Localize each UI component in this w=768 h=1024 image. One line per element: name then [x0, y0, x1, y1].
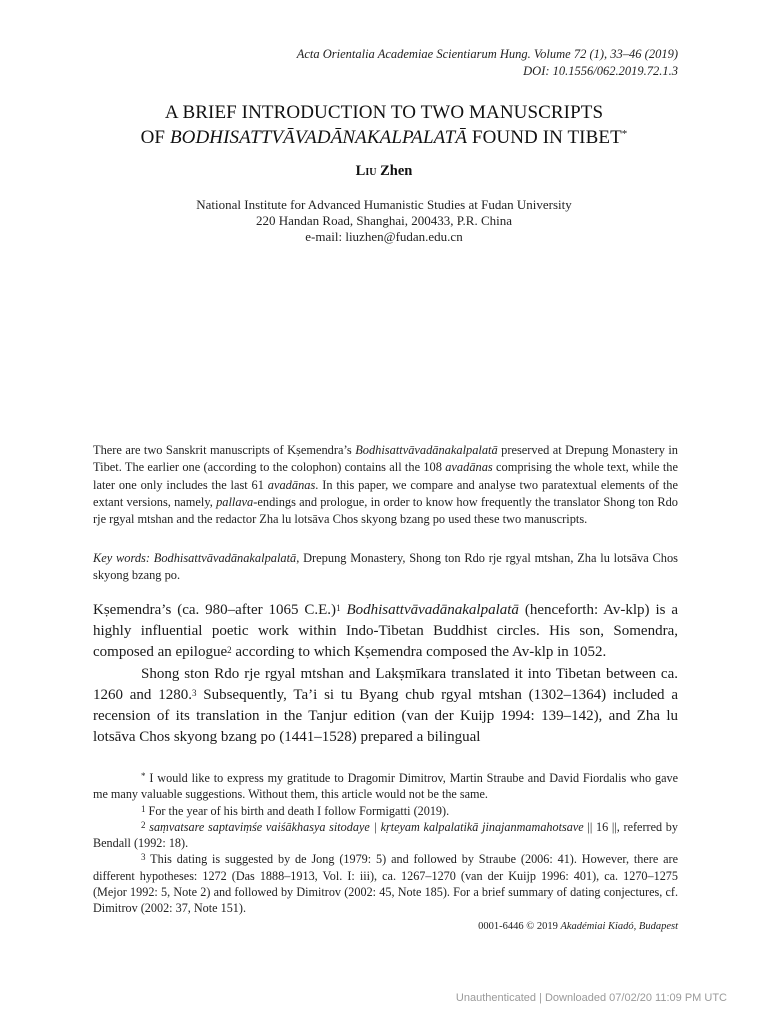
body-italic: Bodhisattvāvadānakalpalatā: [340, 602, 519, 618]
body-run: (henceforth: Av-klp) is a highly influential poetic work within Indo-Tibetan Buddhist circles. His son, Somendra, composed an epilogue: [93, 602, 678, 661]
abstract-italic: avadānas: [267, 477, 316, 492]
abstract-text: . In this paper, we compare and analyse two paratextual elements of the extant versions, namely,: [93, 477, 678, 509]
article-title: [60, 100, 708, 150]
abstract-italic: pallava: [216, 494, 254, 509]
author-given-name: Zhen: [380, 163, 413, 179]
title-line-1: A BRIEF INTRODUCTION TO TWO MANUSCRIPTS: [164, 102, 604, 123]
footnote-italic: saṃvatsare saptaviṃśe vaiśākhasya sitodaye | kṛteyam kalpalatikā jinajanmamahotsave: [145, 819, 584, 834]
paragraph: [93, 600, 678, 664]
journal-header: [118, 46, 678, 80]
title-prefix: OF: [140, 127, 170, 148]
footnote-mark: *: [141, 771, 146, 781]
affiliation: [60, 197, 708, 245]
title-work-name: BODHISATTVĀVADĀNAKALPALATĀ: [169, 127, 468, 148]
doi-line: DOI: 10.1556/062.2019.72.1.3: [523, 64, 678, 78]
affiliation-email[interactable]: e-mail: liuzhen@fudan.edu.cn: [305, 229, 463, 244]
body-run: Subsequently, Ta’i si tu Byang chub rgyal mtshan (1302–1364) included a recension of its translation in the Tanjur edition (van der Kuijp 1994: 139–142), and Zha lu lotsāva Chos skyong bzang po (1441–1528) prepared a bilingual: [93, 686, 678, 746]
abstract-text: comprising the whole text, while the later one only includes the last 61: [93, 460, 678, 492]
keywords-italic: Bodhisattvāvadānakalpalatā: [150, 551, 297, 565]
author-name: [60, 163, 708, 180]
footnote-mark: 2: [141, 819, 146, 830]
abstract-text: -endings and prologue, in order to know how frequently the translator Shong ton Rdo rje rgyal mtshan and the redactor Zha lu lotsāva Chos skyong bzang po used these two manuscripts.: [93, 494, 678, 527]
abstract-text: There are two Sanskrit manuscripts of Kṣemendra’s: [93, 443, 356, 457]
footnote-mark: 3: [141, 852, 146, 863]
keywords-list: , Drepung Monastery, Shong ton Rdo rje rgyal mtshan, Zha lu lotsāva Chos skyong bzang po.: [93, 551, 678, 583]
footnote-text: I would like to express my gratitude to Dragomir Dimitrov, Martin Straube and David Fiordalis who gave me many valuable suggestions. Without them, this article would not be the same.: [93, 771, 678, 802]
issn-footer: [478, 921, 678, 932]
affiliation-address: 220 Handan Road, Shanghai, 200433, P.R. China: [255, 213, 512, 228]
footnote-text: This dating is suggested by de Jong (1979: 5) and followed by Straube (2006: 41). However, there are different hypotheses: 1272 (Das 1888–1913, Vol. I: iii), ca. 1267–1270 (van der Kuijp 1996: 401), ca. 1270–1275 (Mejor 1992: 5, Note 2) and followed by Dimitrov (2002: 45, Note 185). For a brief summary of dating conjectures, cf. Dimitrov (2002: 37, Note 151).: [93, 852, 678, 916]
footnote-text: || 16 ||, referred by Bendall (1992: 18).: [93, 819, 678, 851]
publisher-name: Akadémiai Kiadó, Budapest: [560, 921, 678, 932]
title-footnote-mark[interactable]: *: [621, 128, 628, 140]
footnote-text: For the year of his birth and death I follow Formigatti (2019).: [145, 803, 450, 818]
paragraph: [93, 664, 678, 749]
abstract-text: preserved at Drepung Monastery in Tibet. The earlier one (according to the colophon) contains all the 108: [93, 443, 678, 475]
body-run: Kṣemendra’s (ca. 980–after 1065 C.E.): [93, 602, 337, 618]
footnotes: [93, 770, 678, 917]
footnote: [93, 819, 678, 852]
body-run: according to which Kṣemendra composed the Av-klp in 1052.: [231, 644, 607, 661]
footnote: [93, 851, 678, 916]
affiliation-institute: National Institute for Advanced Humanistic Studies at Fudan University: [196, 197, 572, 212]
footnote-ref[interactable]: 3: [191, 687, 197, 698]
footnote-ref[interactable]: 1: [336, 603, 341, 613]
footnote-ref[interactable]: 2: [227, 645, 232, 656]
keywords: [93, 550, 678, 585]
title-line-2: [60, 125, 708, 150]
body-text: [93, 600, 678, 748]
issn-text: 0001-6446 © 2019: [478, 921, 561, 932]
footnote: [93, 803, 678, 819]
journal-citation: Acta Orientalia Academiae Scientiarum Hung. Volume 72 (1), 33–46 (2019): [296, 47, 678, 61]
footnote-mark: 1: [141, 803, 146, 814]
footnote: [93, 770, 678, 803]
abstract-italic: avadānas: [445, 460, 493, 475]
download-watermark: Unauthenticated | Downloaded 07/02/20 11:09 PM UTC: [455, 992, 727, 1004]
author-family-name: Liu: [355, 163, 377, 179]
body-run: Shong ston Rdo rje rgyal mtshan and Lakṣmīkara translated it into Tibetan between ca. 1260 and 1280.: [93, 665, 678, 703]
keywords-label: Key words:: [93, 551, 150, 565]
abstract: [93, 442, 678, 528]
title-suffix: FOUND IN TIBET: [467, 127, 622, 148]
abstract-italic: Bodhisattvāvadānakalpalatā: [355, 443, 498, 457]
